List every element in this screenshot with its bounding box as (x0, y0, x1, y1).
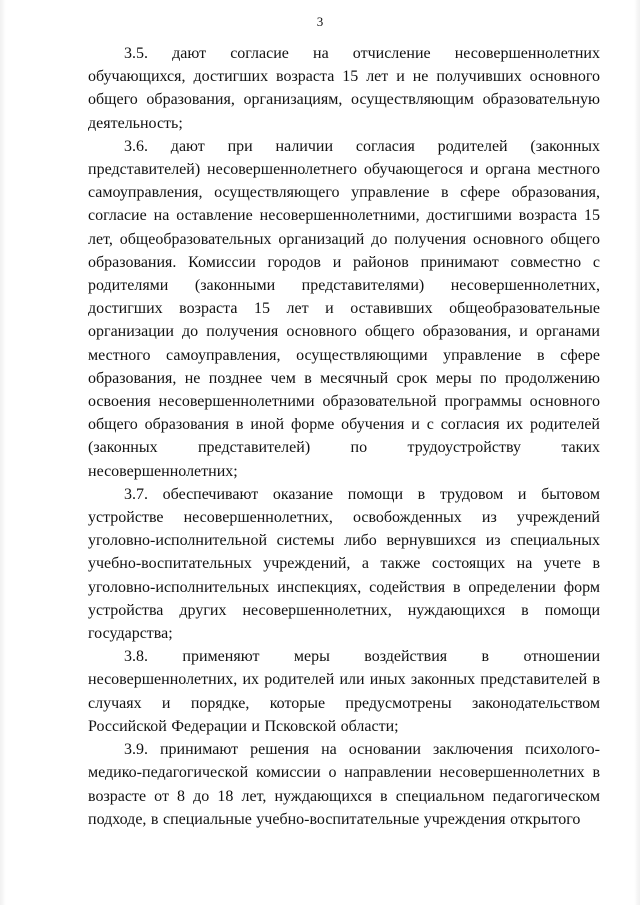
paragraph-3-9: 3.9. принимают решения на основании заключения психолого-медико-педагогической комиссии о направлении несовершеннолетних в возрасте от 8 до 18 лет, нуждающихся в специальном педагогическом подходе, в специальные учебно-воспитательные учреждения открытого (88, 741, 600, 828)
page-number: 3 (316, 14, 324, 29)
paragraph-3-8: 3.8. применяют меры воздействия в отношении несовершеннолетних, их родителей или иных законных представителей в случаях и порядке, которые предусмотрены законодательством Российской Федерации и Псковской области; (88, 648, 600, 735)
paragraph-3-6: 3.6. дают при наличии согласия родителей (законных представителей) несовершеннолетнего обучающегося и органа местного самоуправления, осуществляющего управление в сфере образования, согласие на оставление несовершеннолетними, достигшими возраста 15 лет, общеобразовательных организаций до получения основного общего образования. Комиссии городов и районов принимают совместно с родителями (законными представителями) несовершеннолетних, достигших возраста 15 лет и оставивших общеобразовательные организации до получения основного общего образования, и органами местного самоуправления, осуществляющими управление в сфере образования, не позднее чем в месячный срок меры по продолжению освоения несовершеннолетними образовательной программы основного общего образования в иной форме обучения и с согласия их родителей (законных представителей) по трудоустройству таких несовершеннолетних; (88, 137, 600, 480)
scan-edge-left (0, 0, 6, 905)
paragraph-3-7: 3.7. обеспечивают оказание помощи в трудовом и бытовом устройстве несовершеннолетних, освобожденных из учреждений уголовно-исполнительной системы либо вернувшихся из специальных учебно-воспитательных учреждений, а также состоящих на учете в уголовно-исполнительных инспекциях, содействия в определении форм устройства других несовершеннолетних, нуждающихся в помощи государства; (88, 485, 600, 643)
paragraph-3-5: 3.5. дают согласие на отчисление несовершеннолетних обучающихся, достигших возраста 15 лет и не получивших основного общего образования, организациям, осуществляющим образовательную деятельность; (88, 45, 600, 132)
scan-edge-right (634, 0, 640, 905)
document-body (88, 42, 600, 831)
